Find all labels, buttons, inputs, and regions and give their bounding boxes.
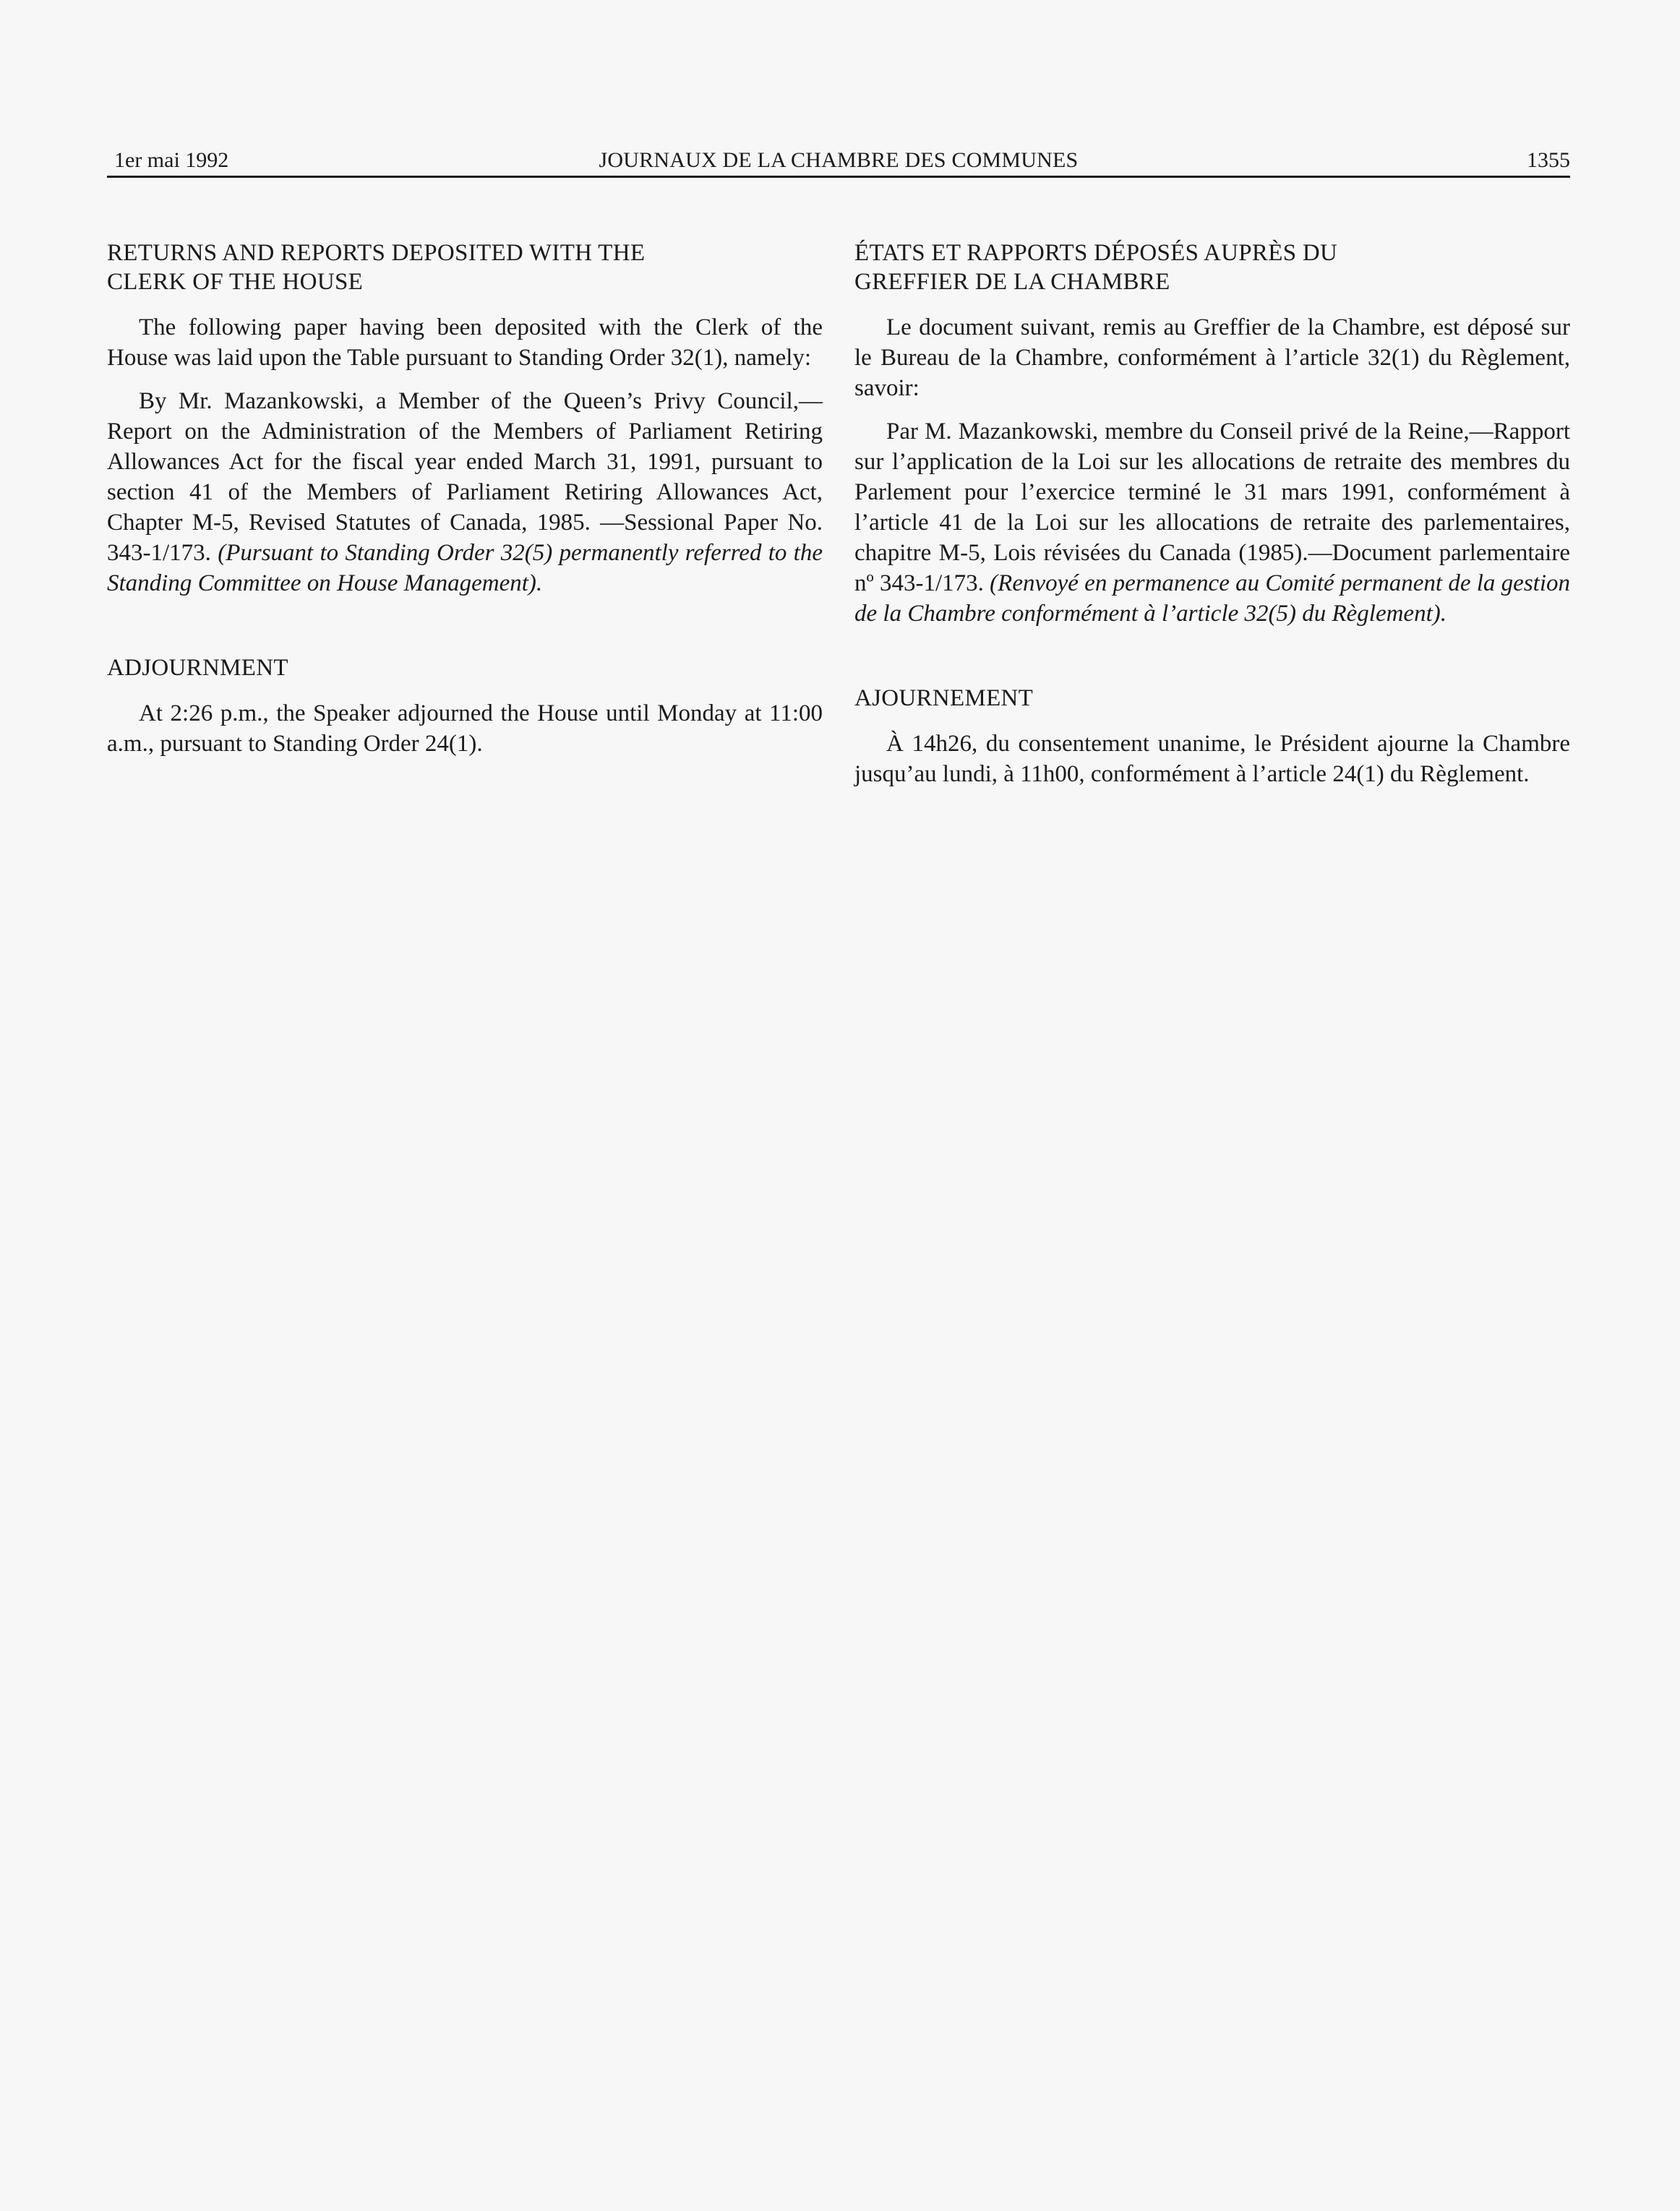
returns-heading-fr-line2: GREFFIER DE LA CHAMBRE: [854, 269, 1170, 295]
returns-heading-en-line1: RETURNS AND REPORTS DEPOSITED WITH THE: [107, 240, 646, 266]
returns-body-en: [107, 386, 823, 598]
header-date: 1er mai 1992: [114, 148, 229, 172]
returns-heading-fr-line1: ÉTATS ET RAPPORTS DÉPOSÉS AUPRÈS DU: [854, 240, 1338, 266]
page-number: 1355: [1527, 148, 1570, 172]
returns-body-fr-text: Par M. Mazankowski, membre du Conseil privé de la Reine,—Rapport sur l’application de la Loi sur les allocations de retraite des membres du Parlement pour l’exercice terminé le 31 mars 1991, conformément à l’article 41 de la Loi sur les allocations de retraite des parlementaires, chapitre M-5, Lois révisées du Canada (1985).—Document parlementaire nº 343-1/173.: [854, 418, 1570, 596]
adjournment-heading-fr: AJOURNEMENT: [854, 685, 1034, 711]
returns-body-en-text: By Mr. Mazankowski, a Member of the Queen’s Privy Council,—Report on the Administration of the Members of Parliament Retiring Allowances Act for the fiscal year ended March 31, 1991, pursuant to section 41 of the Members of Parliament Retiring Allowances Act, Chapter M-5, Revised Statutes of Canada, 1985. —Sessional Paper No. 343-1/173.: [107, 388, 823, 566]
page-header: [107, 145, 1570, 176]
returns-note-fr: (Renvoyé en permanence au Comité permanent de la gestion de la Chambre conformément à l’article 32(5) du Règlement).: [854, 570, 1571, 627]
returns-heading-fr: [854, 239, 1570, 296]
returns-note-en: (Pursuant to Standing Order 32(5) permanently referred to the Standing Committee on House Management).: [107, 540, 823, 596]
returns-heading-en: [107, 239, 823, 296]
adjournment-heading-en: ADJOURNMENT: [107, 655, 288, 681]
returns-heading-en-line2: CLERK OF THE HOUSE: [107, 269, 364, 295]
returns-body-fr: [854, 416, 1570, 629]
english-column: [107, 239, 823, 759]
french-column: [854, 239, 1570, 789]
adjournment-body-en: At 2:26 p.m., the Speaker adjourned the House until Monday at 11:00 a.m., pursuant to Standing Order 24(1).: [107, 700, 823, 757]
header-title: JOURNAUX DE LA CHAMBRE DES COMMUNES: [599, 148, 1079, 172]
adjournment-body-fr: À 14h26, du consentement unanime, le Président ajourne la Chambre jusqu’au lundi, à 11h00, conformément à l’article 24(1) du Règlement.: [854, 731, 1570, 787]
returns-intro-fr: Le document suivant, remis au Greffier de la Chambre, est déposé sur le Bureau de la Chambre, conformément à l’article 32(1) du Règlement, savoir:: [854, 314, 1570, 401]
header-rule: [107, 176, 1570, 178]
returns-intro-en: The following paper having been deposited with the Clerk of the House was laid upon the Table pursuant to Standing Order 32(1), namely:: [107, 314, 823, 371]
